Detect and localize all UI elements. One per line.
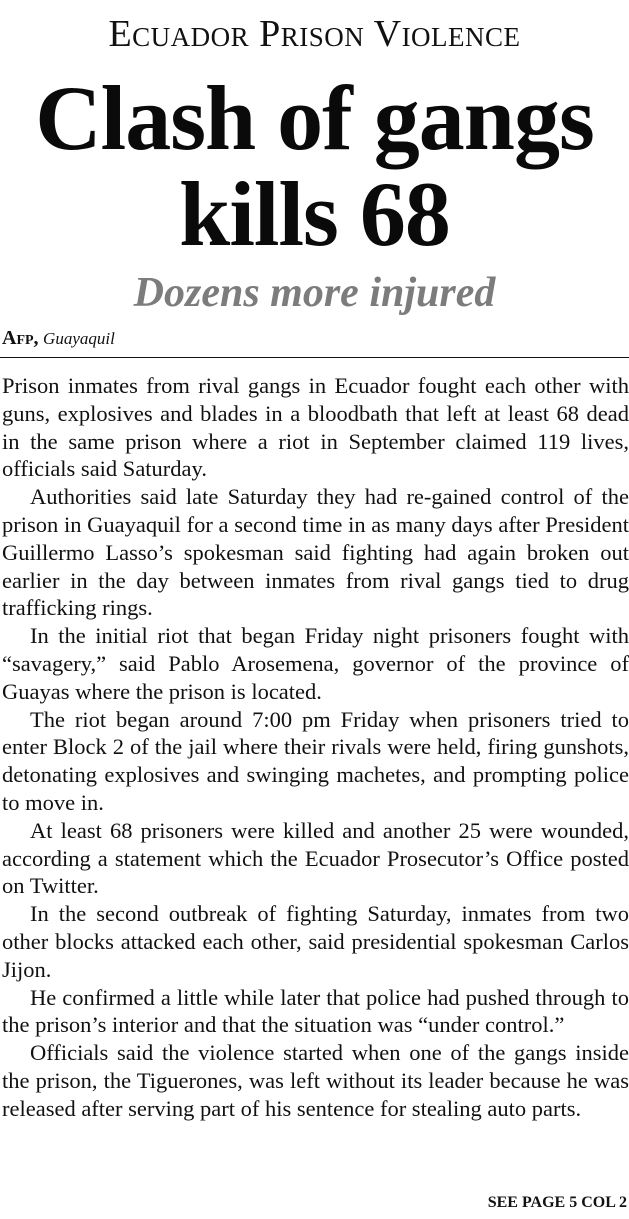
paragraph: In the second outbreak of fighting Saturday, inmates from two other blocks attacked each other, said presidential spokesman Carlos Jijon. (2, 901, 629, 982)
headline (0, 67, 629, 265)
paragraph: At least 68 prisoners were killed and another 25 were wounded, according a statement which the Ecuador Prosecutor’s Office posted on Twitter. (2, 817, 629, 899)
paragraph: Officials said the violence started when one of the gangs inside the prison, the Tiguerones, was left without its leader because he was released after serving part of his sentence for stealing auto parts. (2, 1040, 629, 1121)
headline-line-1: Clash of gangs (35, 67, 594, 169)
subhead: Dozens more injured (133, 270, 496, 316)
byline (2, 326, 115, 351)
byline-place: Guayaquil (43, 329, 115, 348)
paragraph: The riot began around 7:00 pm Friday when prisoners tried to enter Block 2 of the jail where their rivals were held, firing gunshots, detonating explosives and swinging machetes, and prompting police to move in. (2, 706, 629, 815)
headline-line-2: kills 68 (179, 163, 450, 265)
paragraph: He confirmed a little while later that police had pushed through to the prison’s interior and that the situation was “under control.” (2, 984, 629, 1038)
paragraph: Prison inmates from rival gangs in Ecuador fought each other with guns, explosives and blades in a bloodbath that left at least 68 dead in the same prison where a riot in September claimed 119 lives, officials said Saturday. (2, 373, 629, 482)
article-body (2, 372, 629, 1123)
continued-jump: SEE PAGE 5 COL 2 (487, 1194, 627, 1211)
paragraph: In the initial riot that began Friday night prisoners fought with “savagery,” said Pablo Arosemena, governor of the province of Guayas where the prison is located. (2, 623, 629, 704)
byline-agency: Afp, (2, 327, 39, 349)
kicker: Ecuador Prison Violence (108, 13, 521, 55)
byline-divider (0, 357, 629, 358)
paragraph: Authorities said late Saturday they had re-gained control of the prison in Guayaquil for a second time in as many days after President Guillermo Lasso’s spokesman said fighting had again broken out earlier in the day between inmates from rival gangs tied to drug trafficking rings. (2, 484, 629, 621)
